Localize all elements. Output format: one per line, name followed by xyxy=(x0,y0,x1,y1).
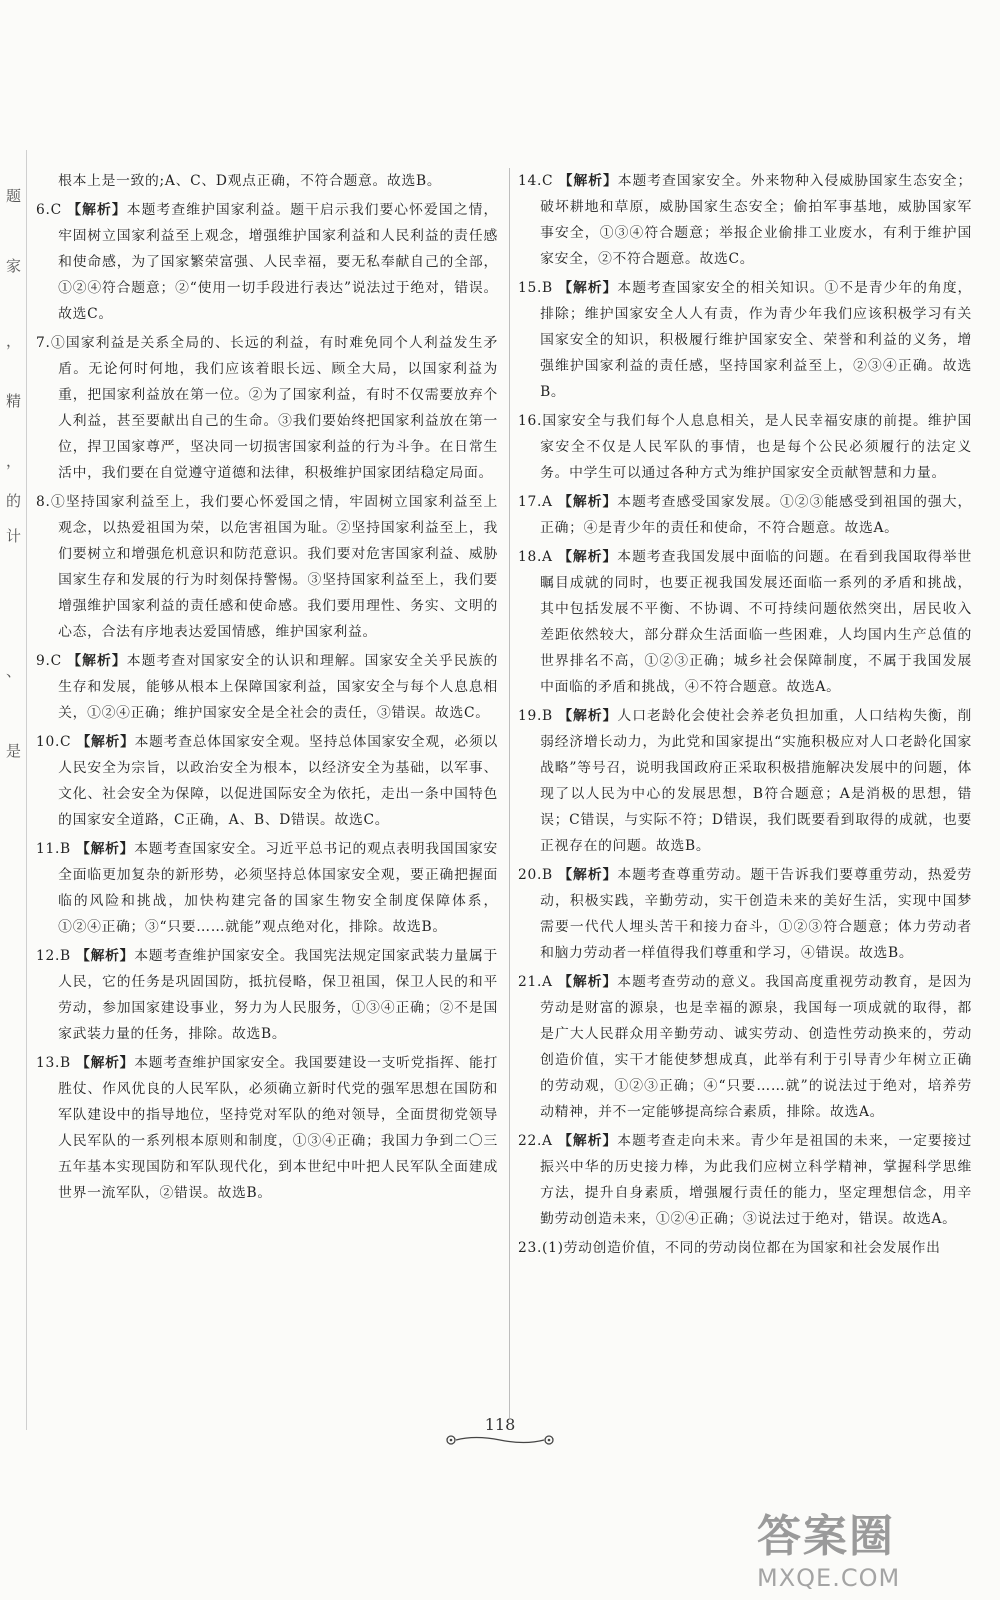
answer-text: 国家安全与我们每个人息息相关，是人民幸福安康的前提。维护国家安全不仅是人民军队的事情，也是每个公民必须履行的法定义务。中学生可以通过各种方式为维护国家安全贡献智慧和力量。 xyxy=(540,413,972,481)
answer-item xyxy=(518,703,972,859)
watermark-url: MXQE.COM xyxy=(757,1564,901,1592)
answer-text: 本题考查国家安全的相关知识。①不是青少年的角度，排除；维护国家安全人人有责，作为青少年我们应该积极学习有关国家安全的知识，积极履行维护国家安全、荣誉和利益的义务，增强维护国家利益的责任感，坚持国家利益至上，②③④正确。故选B。 xyxy=(540,280,972,400)
answer-item xyxy=(518,408,972,486)
answer-text: ①国家利益是关系全局的、长远的利益，有时难免同个人利益发生矛盾。无论何时何地，我们应该着眼长远、顾全大局，以国家利益为重，把国家利益放在第一位。②为了国家利益，有时不仅需要放弃个人利益，甚至要献出自己的生命。③我们要始终把国家利益放在第一位，捍卫国家尊严，坚决同一切损害国家利益的行为斗争。在日常生活中，我们要在自觉遵守道德和法律，积极维护国家团结稳定局面。 xyxy=(50,335,498,481)
answer-number: 10.C xyxy=(36,734,72,750)
analysis-tag: 【解析】 xyxy=(558,280,618,296)
binding-edge xyxy=(0,150,27,1430)
answer-text: 本题考查劳动的意义。我国高度重视劳动教育，是因为劳动是财富的源泉，也是幸福的源泉，我国每一项成就的取得，都是广大人民群众用辛勤劳动、诚实劳动、创造性劳动换来的，劳动创造价值，实干才能使梦想成真，此举有利于引导青少年树立正确的劳动观，①②③正确；④“只要……就”的说法过于绝对，培养劳动精神，并不一定能够提高综合素质，排除。故选A。 xyxy=(540,974,972,1120)
answer-item xyxy=(518,862,972,966)
answer-text: 本题考查维护国家安全。我国要建设一支听党指挥、能打胜仗、作风优良的人民军队，必须确立新时代党的强军思想在国防和军队建设中的指导地位，坚持党对军队的绝对领导，全面贯彻党领导人民军队的一系列根本原则和制度，①③④正确；我国力争到二〇三五年基本实现国防和军队现代化，到本世纪中叶把人民军队全面建成世界一流军队，②错误。故选B。 xyxy=(58,1055,498,1201)
answer-item xyxy=(36,197,498,327)
answer-number: 23. xyxy=(518,1240,543,1256)
watermark-logo xyxy=(757,1500,982,1592)
answer-item xyxy=(36,168,498,194)
answer-item xyxy=(36,943,498,1047)
answer-text: 本题考查走向未来。青少年是祖国的未来，一定要接过振兴中华的历史接力棒，为此我们应树立科学精神，掌握科学思维方法，提升自身素质，增强履行责任的能力，坚定理想信念，用辛勤劳动创造未来，①②④正确；③说法过于绝对，错误。故选A。 xyxy=(540,1133,972,1227)
left-column xyxy=(36,168,498,1209)
binding-edge-char: 精 xyxy=(6,392,22,410)
binding-edge-char: 计 xyxy=(6,527,22,545)
answer-item xyxy=(36,489,498,645)
binding-edge-char: 题 xyxy=(6,187,22,205)
answer-text: 本题考查我国发展中面临的问题。在看到我国取得举世瞩目成就的同时，也要正视我国发展还面临一系列的矛盾和挑战，其中包括发展不平衡、不协调、不可持续问题依然突出，居民收入差距依然较大，部分群众生活面临一些困难，人均国内生产总值的世界排名不高，①②③正确；城乡社会保障制度，不属于我国发展中面临的矛盾和挑战，④不符合题意。故选A。 xyxy=(540,549,972,695)
answer-item xyxy=(518,1235,972,1261)
answer-number: 14.C xyxy=(518,173,554,189)
analysis-tag: 【解析】 xyxy=(558,549,618,565)
answer-number: 13.B xyxy=(36,1055,71,1071)
answer-item xyxy=(518,168,972,272)
answer-text: (1)劳动创造价值，不同的劳动岗位都在为国家和社会发展作出 xyxy=(542,1240,941,1256)
answer-number: 7. xyxy=(36,335,51,351)
answer-item xyxy=(36,729,498,833)
answer-item xyxy=(36,836,498,940)
answer-number: 17.A xyxy=(518,494,553,510)
analysis-tag: 【解析】 xyxy=(76,841,135,857)
watermark-glyphs: 答案圈 xyxy=(757,1511,895,1562)
analysis-tag: 【解析】 xyxy=(67,202,127,218)
analysis-tag: 【解析】 xyxy=(558,708,618,724)
binding-edge-char: 、 xyxy=(6,662,22,680)
answer-text: 本题考查对国家安全的认识和理解。国家安全关乎民族的生存和发展，能够从根本上保障国家利益，国家安全与每个人息息相关，①②④正确；维护国家安全是全社会的责任，③错误。故选C。 xyxy=(58,653,498,721)
answer-number: 8. xyxy=(36,494,51,510)
answer-text: 本题考查维护国家利益。题干启示我们要心怀爱国之情，牢固树立国家利益至上观念，增强维护国家利益和人民利益的责任感和使命感，为了国家繁荣富强、人民幸福，要无私奉献自己的全部，①②④符合题意；②“使用一切手段进行表达”说法过于绝对，错误。故选C。 xyxy=(58,202,498,322)
answer-number: 6.C xyxy=(36,202,62,218)
answer-number: 9.C xyxy=(36,653,62,669)
answer-number: 20.B xyxy=(518,867,553,883)
answer-number: 12.B xyxy=(36,948,71,964)
right-column xyxy=(518,168,972,1264)
analysis-tag: 【解析】 xyxy=(76,1055,135,1071)
analysis-tag: 【解析】 xyxy=(558,173,618,189)
answer-text: 本题考查维护国家安全。我国宪法规定国家武装力量属于人民，它的任务是巩固国防，抵抗侵略，保卫祖国，保卫人民的和平劳动，参加国家建设事业，努力为人民服务，①③④正确；②不是国家武装力量的任务，排除。故选B。 xyxy=(58,948,498,1042)
analysis-tag: 【解析】 xyxy=(558,867,618,883)
answer-number: 19.B xyxy=(518,708,553,724)
answer-item xyxy=(36,330,498,486)
page-footer xyxy=(0,1415,1000,1446)
answer-text: 根本上是一致的;A、C、D观点正确，不符合题意。故选B。 xyxy=(58,173,442,189)
analysis-tag: 【解析】 xyxy=(558,974,618,990)
binding-edge-char: 是 xyxy=(6,742,22,760)
answer-item xyxy=(518,544,972,700)
answer-item xyxy=(518,489,972,541)
answer-number: 22.A xyxy=(518,1133,553,1149)
answer-number: 18.A xyxy=(518,549,553,565)
answer-text: 人口老龄化会使社会养老负担加重，人口结构失衡，削弱经济增长动力，为此党和国家提出“实施积极应对人口老龄化国家战略”等号召，说明我国政府正采取积极措施解决发展中的问题，体现了以人民为中心的发展思想，B符合题意；A是消极的思想，错误；C错误，与实际不符；D错误，我们既要看到取得的成就，也要正视存在的问题。故选B。 xyxy=(540,708,972,854)
column-divider xyxy=(509,168,510,1418)
page-number: 118 xyxy=(484,1415,516,1434)
answer-number: 11.B xyxy=(36,841,71,857)
binding-edge-char: ， xyxy=(6,452,22,470)
answer-text: 本题考查尊重劳动。题干告诉我们要尊重劳动，热爱劳动，积极实践，辛勤劳动，实干创造未来的美好生活，实现中国梦需要一代代人埋头苦干和接力奋斗，①②③符合题意；体力劳动者和脑力劳动者一样值得我们尊重和学习，④错误。故选B。 xyxy=(540,867,972,961)
binding-edge-char: 的 xyxy=(6,492,22,510)
answer-number: 21.A xyxy=(518,974,553,990)
binding-edge-char: ， xyxy=(6,332,22,350)
answer-number: 16. xyxy=(518,413,543,429)
footer-ornament-icon xyxy=(445,1434,555,1446)
analysis-tag: 【解析】 xyxy=(558,494,618,510)
answer-text: 本题考查国家安全。习近平总书记的观点表明我国国家安全面临更加复杂的新形势，必须坚持总体国家安全观，要正确把握面临的风险和挑战，加快构建完备的国家生物安全制度保障体系，①②④正确；③“只要……就能”观点绝对化，排除。故选B。 xyxy=(58,841,498,935)
answer-item xyxy=(36,1050,498,1206)
answer-number: 15.B xyxy=(518,280,553,296)
analysis-tag: 【解析】 xyxy=(67,653,127,669)
analysis-tag: 【解析】 xyxy=(76,948,135,964)
answer-item xyxy=(518,969,972,1125)
answer-text: 本题考查总体国家安全观。坚持总体国家安全观，必须以人民安全为宗旨，以政治安全为根本，以经济安全为基础，以军事、文化、社会安全为保障，以促进国际安全为依托，走出一条中国特色的国家安全道路，C正确，A、B、D错误。故选C。 xyxy=(58,734,498,828)
binding-edge-char: 家 xyxy=(6,257,22,275)
answer-text: ①坚持国家利益至上，我们要心怀爱国之情，牢固树立国家利益至上观念，以热爱祖国为荣，以危害祖国为耻。②坚持国家利益至上，我们要树立和增强危机意识和防范意识。我们要对危害国家利益、威胁国家生存和发展的行为时刻保持警惕。③坚持国家利益至上，我们要增强维护国家利益的责任感和使命感。我们要用理性、务实、文明的心态，合法有序地表达爱国情感，维护国家利益。 xyxy=(50,494,498,640)
answer-item xyxy=(518,275,972,405)
analysis-tag: 【解析】 xyxy=(76,734,135,750)
analysis-tag: 【解析】 xyxy=(558,1133,618,1149)
answer-text: 本题考查感受国家发展。①②③能感受到祖国的强大，正确；④是青少年的责任和使命，不符合题意。故选A。 xyxy=(540,494,972,536)
answer-item xyxy=(36,648,498,726)
answer-item xyxy=(518,1128,972,1232)
answer-text: 本题考查国家安全。外来物种入侵威胁国家生态安全；破坏耕地和草原，威胁国家生态安全；偷拍军事基地，威胁国家军事安全，①③④符合题意；举报企业偷排工业废水，有利于维护国家安全，②不符合题意。故选C。 xyxy=(540,173,972,267)
